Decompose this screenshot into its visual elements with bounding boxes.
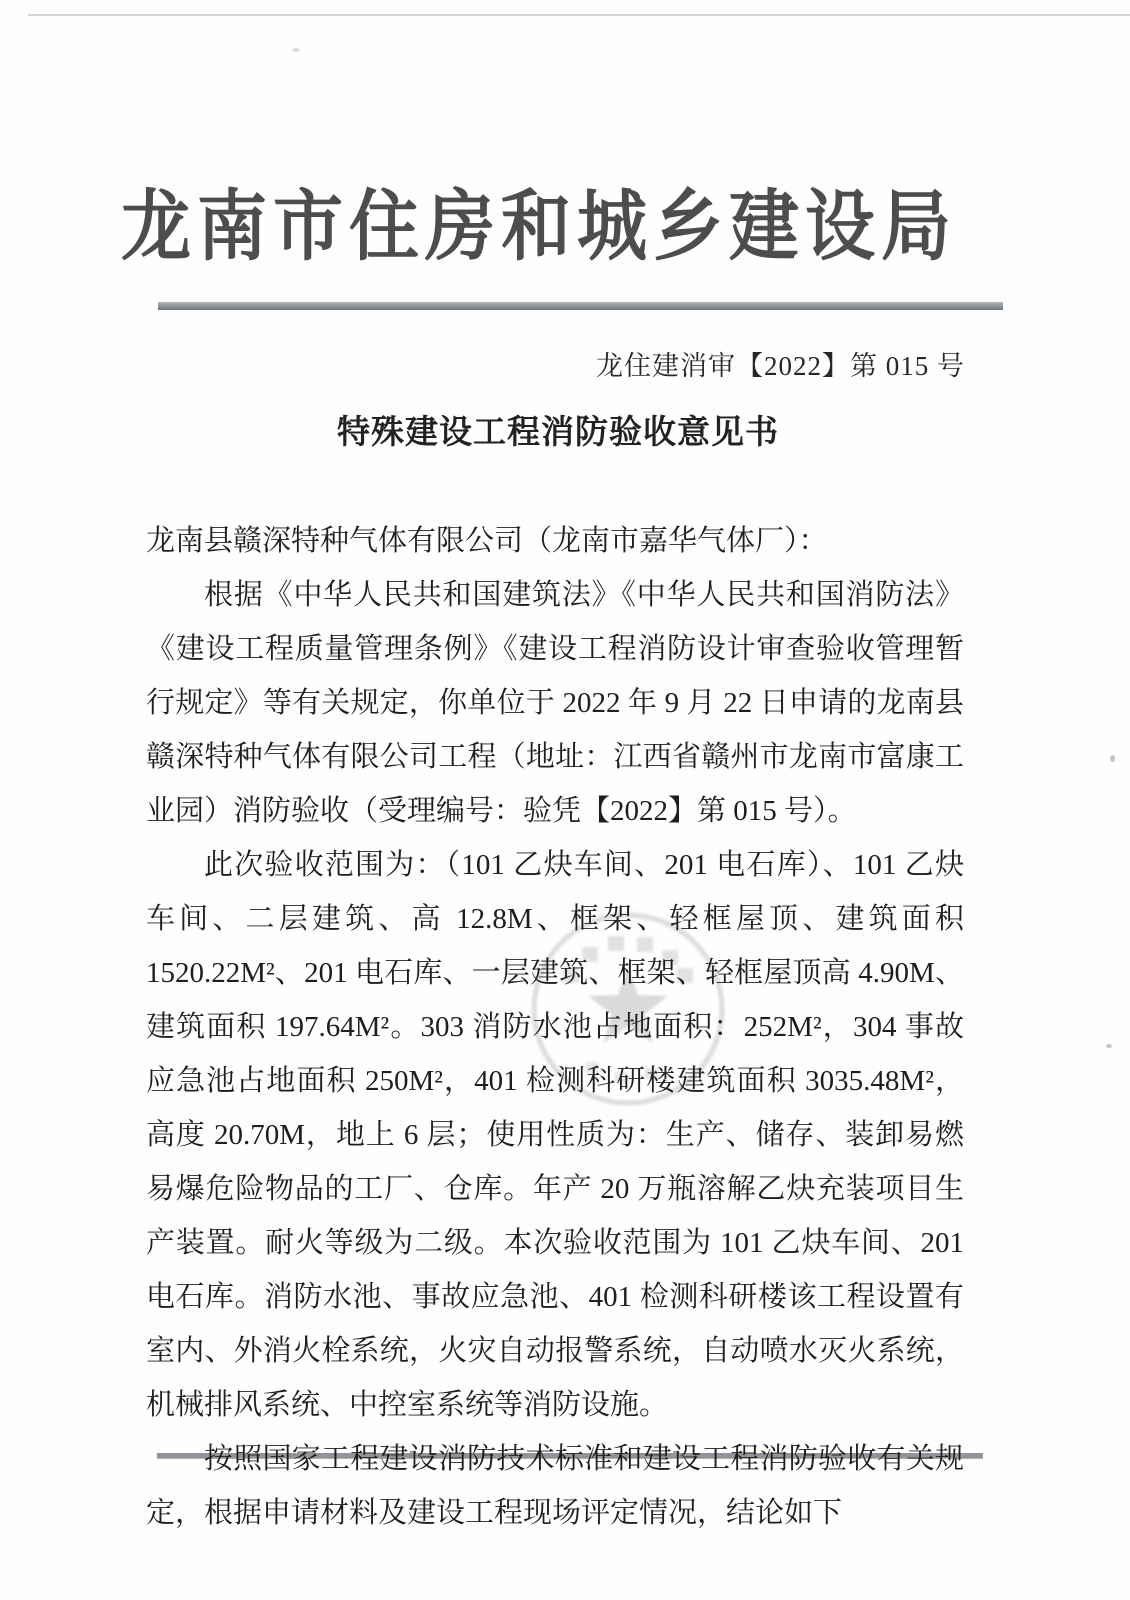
scan-edge-line — [28, 14, 1130, 16]
header-divider — [158, 302, 1003, 310]
document-number: 龙住建消审【2022】第 015 号 — [596, 351, 965, 381]
body-paragraph: 按照国家工程建设消防技术标准和建设工程消防验收有关规定，根据申请材料及建设工程现场评定情况，结论如下 — [146, 1443, 964, 1529]
document-body — [146, 514, 964, 1540]
document-title: 特殊建设工程消防验收意见书 — [337, 415, 779, 451]
scan-speck — [1106, 1044, 1112, 1048]
agency-name: 龙南市住房和城乡建设局 — [121, 185, 957, 271]
scan-speck — [292, 48, 300, 52]
body-paragraph: 此次验收范围为：（101 乙炔车间、201 电石库）、101 乙炔车间、二层建筑、高 12.8M、框架、轻框屋顶、建筑面积 1520.22M²、201 电石库、一层建筑、框架、轻框屋顶高 4.90M、建筑面积 197.64M²。303 消防水池占地面积：252M²，304 事故应急池占地面积 250M²，401 检测科研楼建筑面积 3035.48M²，高度 20.70M，地上 6 层；使用性质为：生产、储存、装卸易燃易爆危险物品的工厂、仓库。年产 20 万瓶溶解乙炔充装项目生产装置。耐火等级为二级。本次验收范围为 101 乙炔车间、201 电石库。消防水池、事故应急池、401 检测科研楼该工程设置有室内、外消火栓系统，火灾自动报警系统，自动喷水灭火系统，机械排风系统、中控室系统等消防设施。 — [146, 849, 964, 1421]
scan-speck — [1110, 755, 1115, 762]
body-paragraph: 根据《中华人民共和国建筑法》《中华人民共和国消防法》《建设工程质量管理条例》《建设工程消防设计审查验收管理暂行规定》等有关规定，你单位于 2022 年 9 月 22 日申请的龙南县赣深特种气体有限公司工程（地址：江西省赣州市龙南市富康工业园）消防验收（受理编号：验凭【2022】第 015 号）。 — [146, 579, 964, 827]
salutation: 龙南县赣深特种气体有限公司（龙南市嘉华气体厂）： — [146, 525, 828, 557]
